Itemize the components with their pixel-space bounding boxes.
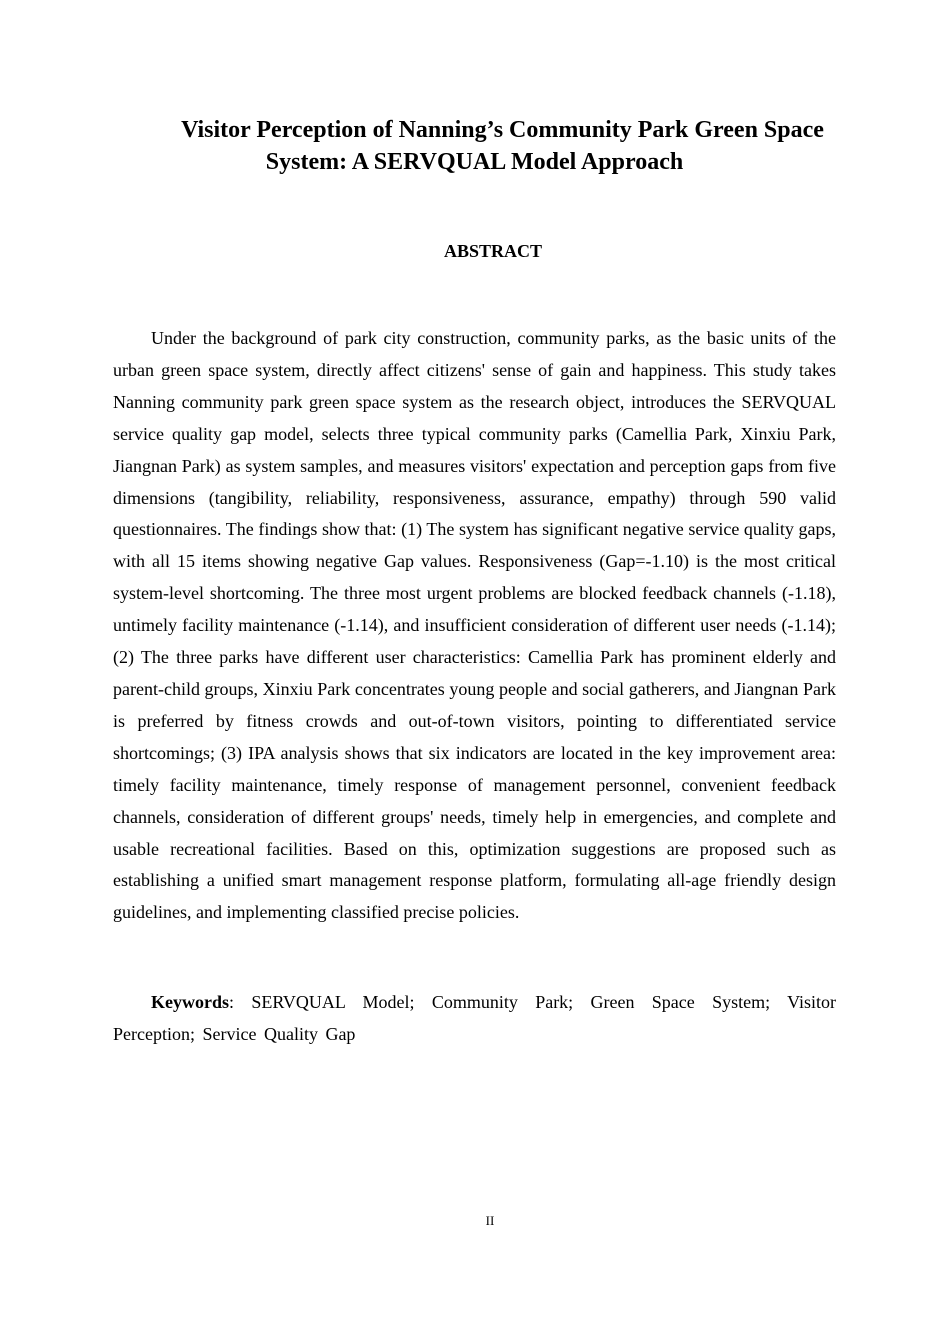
keywords-label: Keywords xyxy=(151,992,229,1012)
abstract-heading: ABSTRACT xyxy=(443,241,543,261)
keywords-separator: : xyxy=(229,992,235,1012)
page-number: II xyxy=(485,1213,495,1228)
abstract-body: Under the background of park city construction, community parks, as the basic units of the urban green space system, directly affect citizens' sense of gain and happiness. This study takes Nanning community park green space system as the research object, introduces the SERVQUAL service quality gap model, selects three typical community parks (Camellia Park, Xinxiu Park, Jiangnan Park) as system samples, and measures visitors' expectation and perception gaps from five dimensions (tangibility, reliability, responsiveness, assurance, empathy) through 590 valid questionnaires. The findings show that: (1) The system has significant negative service quality gaps, with all 15 items showing negative Gap values. Responsiveness (Gap=-1.10) is the most critical system-level shortcoming. The three most urgent problems are blocked feedback channels (-1.18), untimely facility maintenance (-1.14), and insufficient consideration of different user needs (-1.14); (2) The three parks have different user characteristics: Camellia Park has prominent elderly and parent-child groups, Xinxiu Park concentrates young people and social gatherers, and Jiangnan Park is preferred by fitness crowds and out-of-town visitors, pointing to differentiated service shortcomings; (3) IPA analysis shows that six indicators are located in the key improvement area: timely facility maintenance, timely response of management personnel, convenient feedback channels, consideration of different groups' needs, timely help in emergencies, and complete and usable recreational facilities. Based on this, optimization suggestions are proposed such as establishing a unified smart management response platform, formulating all-age friendly design guidelines, and implementing classified precise policies. xyxy=(113,328,836,923)
keywords-text: SERVQUAL Model; Community Park; Green Space System; Visitor Perception; Service Quality Gap xyxy=(113,992,837,1044)
paper-title: Visitor Perception of Nanning’s Community Park Green Space System: A SERVQUAL Model Approach xyxy=(181,117,824,175)
keywords-line xyxy=(113,987,836,1050)
